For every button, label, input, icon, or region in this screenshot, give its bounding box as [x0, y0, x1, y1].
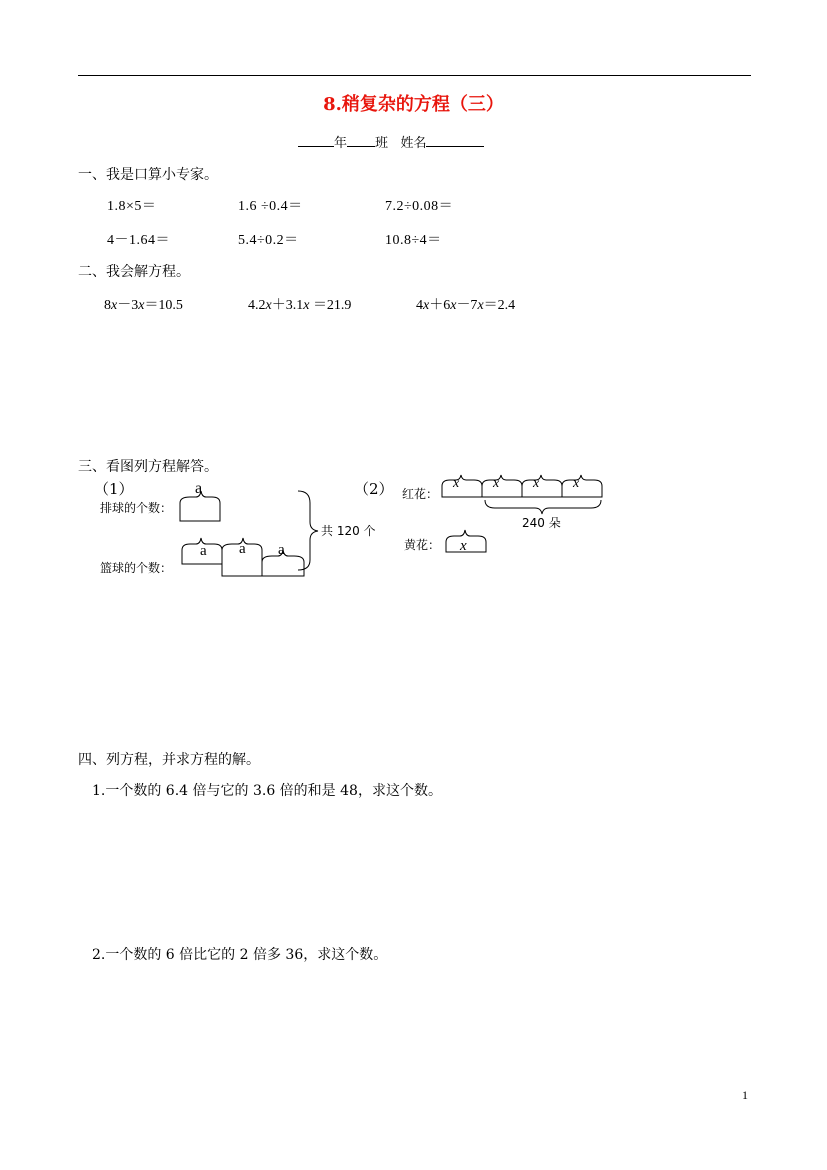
- year-label: 年: [334, 136, 348, 151]
- red-box-2: [482, 486, 522, 497]
- fig2-row1-label: 红花：: [402, 487, 439, 501]
- fig1-var: a: [278, 542, 285, 558]
- section2-heading: 二、我会解方程。: [78, 264, 190, 280]
- mental-problem: 5.4÷0.2＝: [238, 233, 299, 248]
- fig1-row2-label: 篮球的个数：: [100, 561, 173, 575]
- red-box-4: [562, 486, 602, 497]
- red-box-3: [522, 486, 562, 497]
- fig2-var: x: [460, 538, 467, 554]
- fig1-row1-label: 排球的个数：: [100, 501, 173, 515]
- fig2-total-label: 240 朵: [522, 516, 561, 530]
- red-brace-1: [442, 475, 482, 486]
- fig2-var: x: [533, 476, 540, 491]
- mental-problem: 10.8÷4＝: [385, 233, 442, 248]
- mental-problem: 4－1.64＝: [107, 233, 170, 248]
- equation-3: 4x＋6x－7x＝2.4: [416, 298, 516, 313]
- fig2-var: x: [573, 476, 580, 491]
- red-brace-3: [522, 475, 562, 486]
- red-brace-4: [562, 475, 602, 486]
- equation-2: 4.2x＋3.1x ＝21.9: [248, 298, 352, 313]
- section3-heading: 三、看图列方程解答。: [78, 459, 218, 475]
- fig1-label: （1）: [94, 480, 134, 498]
- mental-problem: 1.8×5＝: [107, 199, 157, 214]
- page-title: 8.稍复杂的方程（三）: [323, 94, 504, 115]
- fig2-var: x: [453, 476, 460, 491]
- word-problem-1: 1.一个数的 6.4 倍与它的 3.6 倍的和是 48，求这个数。: [92, 783, 442, 799]
- red-box-1: [442, 486, 482, 497]
- section4-heading: 四、列方程，并求方程的解。: [78, 752, 260, 768]
- class-label: 班: [375, 136, 389, 151]
- fig1-total-brace: [298, 491, 318, 570]
- basketball-box-3: [262, 562, 304, 576]
- fig1-brackets: [180, 491, 318, 576]
- equation-1: 8x－3x＝10.5: [104, 298, 183, 313]
- mental-problem: 7.2÷0.08＝: [385, 199, 454, 214]
- volleyball-box: [180, 503, 220, 521]
- page-number: 1: [742, 1088, 748, 1102]
- word-problem-2: 2.一个数的 6 倍比它的 2 倍多 36，求这个数。: [92, 947, 388, 963]
- mental-problem: 1.6 ÷0.4＝: [238, 199, 303, 214]
- fig1-var: a: [239, 541, 246, 557]
- fig2-var: x: [493, 476, 500, 491]
- section1-heading: 一、我是口算小专家。: [78, 167, 218, 183]
- red-brace-2: [482, 475, 522, 486]
- fig2-label: （2）: [354, 480, 394, 498]
- fig1-var: a: [195, 480, 203, 497]
- red-total-brace: [485, 500, 601, 514]
- fig1-var: a: [200, 543, 207, 559]
- fig2-row2-label: 黄花：: [404, 538, 441, 552]
- name-label: 姓名: [400, 136, 427, 151]
- fig1-total-label: 共 120 个: [321, 524, 376, 538]
